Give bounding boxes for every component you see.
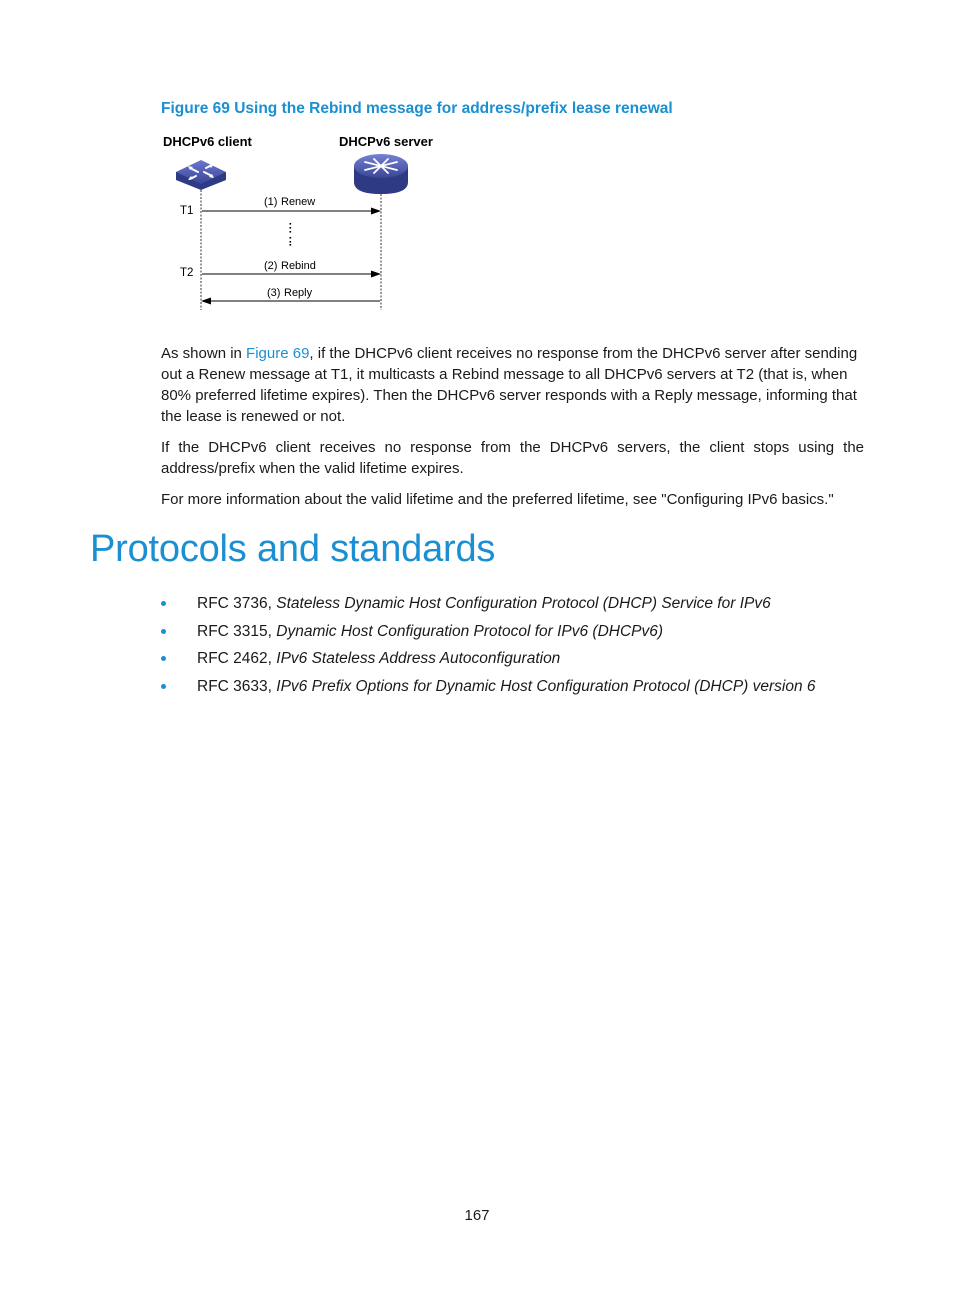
p1-text-start: As shown in: [161, 345, 247, 362]
msg-2-label: Rebind: [281, 260, 316, 272]
section-heading: Protocols and standards: [90, 528, 496, 570]
figure-caption: Figure 69 Using the Rebind message for address/prefix lease renewal: [161, 100, 673, 117]
bullet-icon: [161, 601, 166, 606]
figure-69-link[interactable]: Figure 69: [246, 345, 310, 362]
rfc-number: RFC 3736,: [197, 595, 277, 612]
msg-2-num: (2): [264, 260, 278, 272]
msg-3-label: Reply: [284, 287, 313, 299]
client-label: DHCPv6 client: [163, 134, 252, 149]
switch-icon: [354, 154, 408, 194]
rfc-title: Stateless Dynamic Host Configuration Protocol (DHCP) Service for IPv6: [276, 595, 771, 612]
paragraph-figure-explanation: [161, 343, 864, 427]
rfc-number: RFC 3633,: [197, 678, 277, 696]
server-label: DHCPv6 server: [339, 134, 433, 149]
rfc-number: RFC 3315,: [197, 622, 277, 640]
rfc-title: IPv6 Stateless Address Autoconfiguration: [276, 650, 561, 668]
paragraph-no-response: If the DHCPv6 client receives no response from the DHCPv6 servers, the client stops using the address/prefix when the valid lifetime expires.: [161, 439, 864, 477]
rebind-sequence-diagram: [160, 130, 460, 320]
rfc-title: Dynamic Host Configuration Protocol for IPv6 (DHCPv6): [276, 622, 664, 640]
msg-1-label: Renew: [281, 196, 316, 208]
paragraph-more-info: For more information about the valid lifetime and the preferred lifetime, see "Configuring IPv6 basics.": [161, 491, 834, 508]
router-icon: [176, 160, 226, 190]
msg-1-num: (1): [264, 196, 278, 208]
ellipsis-dots: [290, 223, 292, 246]
t2-label: T2: [180, 267, 194, 279]
page-number: 167: [464, 1207, 490, 1224]
t1-label: T1: [180, 205, 194, 217]
rfc-number: RFC 2462,: [197, 650, 277, 668]
msg-3-num: (3): [267, 287, 281, 299]
bullet-icon: [161, 629, 166, 634]
bullet-icon: [161, 656, 166, 661]
p1-text-end: , if the DHCPv6 client receives no response from the DHCPv6 server after sending out a Renew message at T1, it multicasts a Rebind message to all DHCPv6 servers at T2 (that is, when 80% preferred lifetime expires). Then the DHCPv6 server responds with a Reply message, informing that the lease is renewed or not.: [161, 345, 858, 425]
rfc-title: IPv6 Prefix Options for Dynamic Host Configuration Protocol (DHCP) version 6: [276, 678, 816, 696]
bullet-icon: [161, 684, 166, 689]
